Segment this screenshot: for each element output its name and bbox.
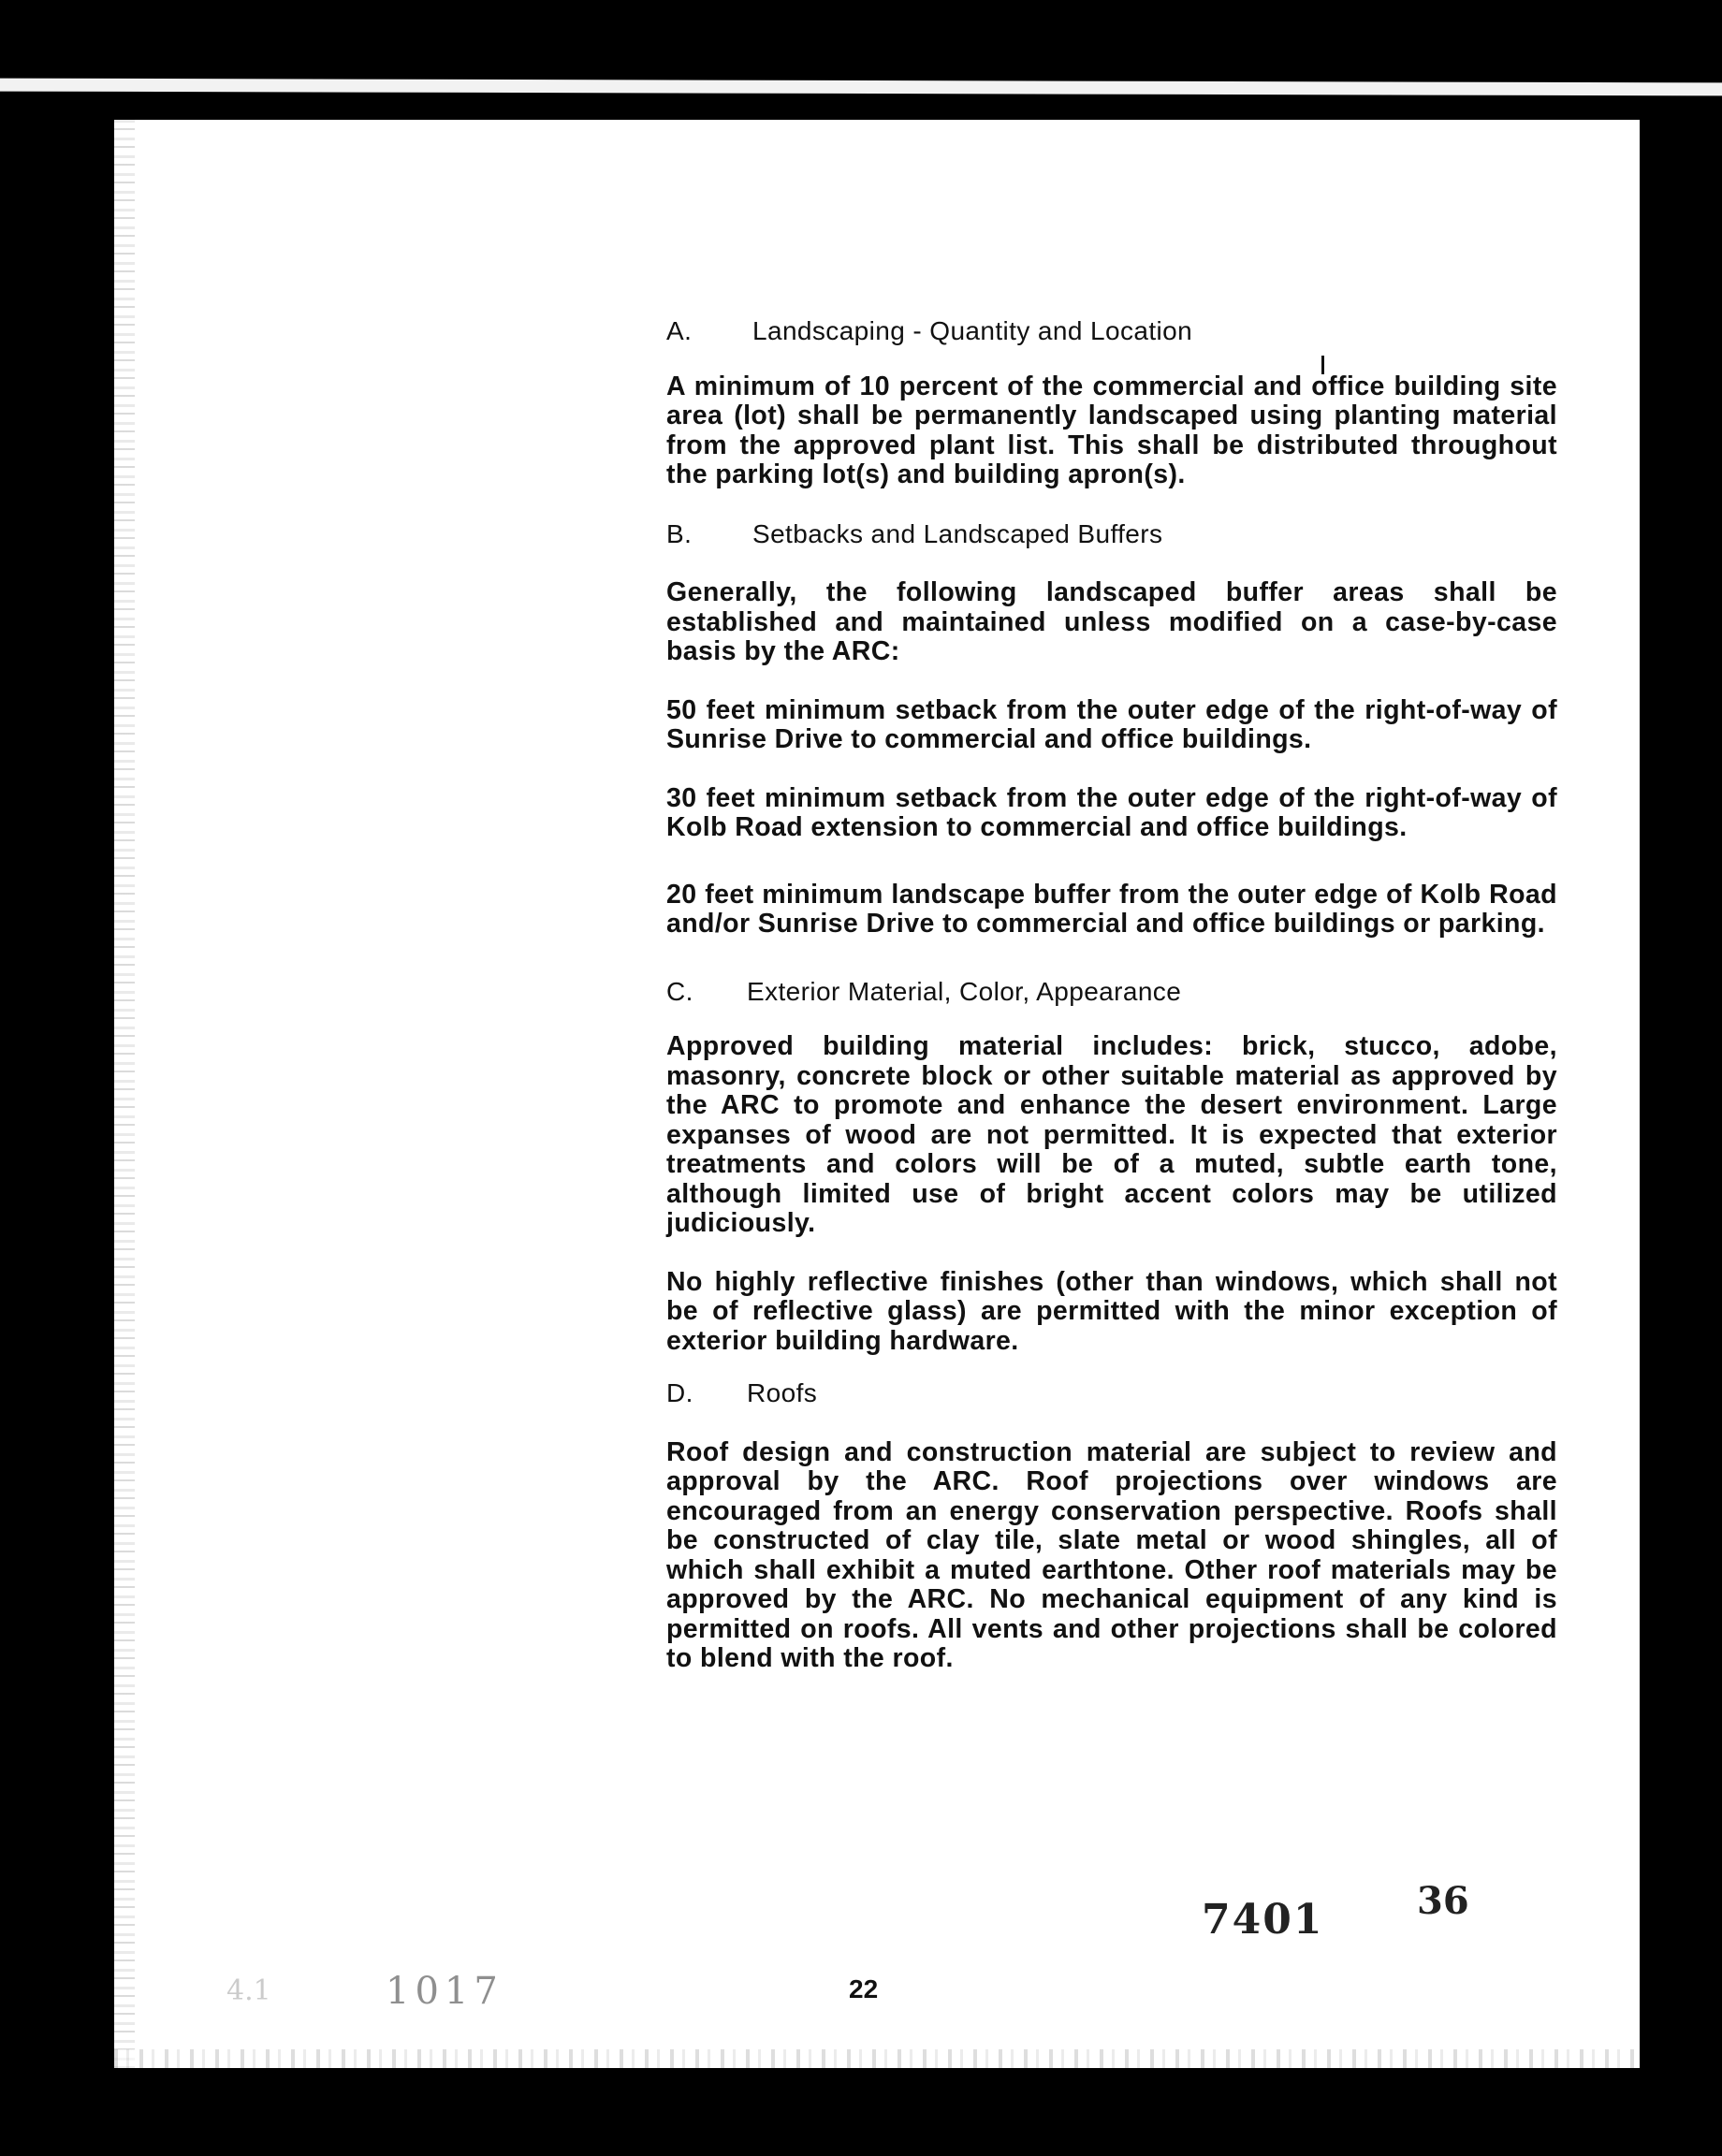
paragraph: Approved building material includes: brick, stucco, adobe, masonry, concrete block or other suitable material as approved by the ARC to promote and enhance the desert environment. Large expanses of wood are not permitted. It is expected that exterior treatments and colors will be of a muted, subtle earth tone, although limited use of bright accent colors may be utilized judiciously.: [666, 1031, 1557, 1238]
faded-stamp: 1017: [386, 1970, 503, 2013]
scan-top-edge: [0, 79, 1722, 96]
paragraph: 30 feet minimum setback from the outer edge of the right-of-way of Kolb Road extension to commercial and office buildings.: [666, 782, 1557, 842]
paragraph: Roof design and construction material are subject to review and approval by the ARC. Roof projections over windows are encouraged from an energy conservation perspective. Roofs shall be constructed of clay tile, slate metal or wood shingles, all of which shall exhibit a muted earthtone. Other roof materials may be approved by the ARC. No mechanical equipment of any kind is permitted on roofs. All vents and other projections shall be colored to blend with the roof.: [666, 1436, 1557, 1673]
paragraph: 50 feet minimum setback from the outer edge of the right-of-way of Sunrise Drive to commercial and office buildings.: [666, 694, 1557, 754]
document-body: [666, 316, 1557, 1703]
section-title: Roofs: [747, 1378, 818, 1407]
section-letter: B.: [666, 518, 693, 548]
stamp-sheet-number: 36: [1417, 1879, 1469, 1923]
paragraph: 20 feet minimum landscape buffer from the outer edge of Kolb Road and/or Sunrise Drive to commercial and office buildings or parking.: [666, 879, 1557, 939]
scan-bottom-edge-noise: [114, 2049, 1640, 2068]
section-b-heading: [666, 519, 1557, 549]
scan-left-edge-noise: [114, 120, 135, 2068]
section-letter: C.: [666, 976, 693, 1006]
section-title: Landscaping - Quantity and Location: [752, 316, 1193, 345]
paragraph: No highly reflective finishes (other than windows, which shall not be of reflective glass) are permitted with the minor exception of exterior building hardware.: [666, 1266, 1557, 1356]
stamp-number: 7401: [1202, 1896, 1324, 1944]
section-title: Exterior Material, Color, Appearance: [747, 976, 1182, 1006]
section-a-heading: [666, 316, 1557, 346]
page-number: 22: [849, 1974, 879, 2003]
section-letter: D.: [666, 1378, 693, 1407]
document-page: [114, 120, 1640, 2068]
paragraph: Generally, the following landscaped buffer areas shall be established and maintained unless modified on a case-by-case basis by the ARC:: [666, 577, 1557, 666]
section-c-heading: [666, 977, 1557, 1007]
section-letter: A.: [666, 316, 693, 345]
section-title: Setbacks and Landscaped Buffers: [752, 518, 1163, 548]
faded-stamp-left: 4.1: [226, 1974, 271, 2007]
paragraph: A minimum of 10 percent of the commercial and office building site area (lot) shall be permanently landscaped using planting material from the approved plant list. This shall be distributed throughout the parking lot(s) and building apron(s).: [666, 371, 1557, 489]
section-d-heading: [666, 1378, 1557, 1408]
